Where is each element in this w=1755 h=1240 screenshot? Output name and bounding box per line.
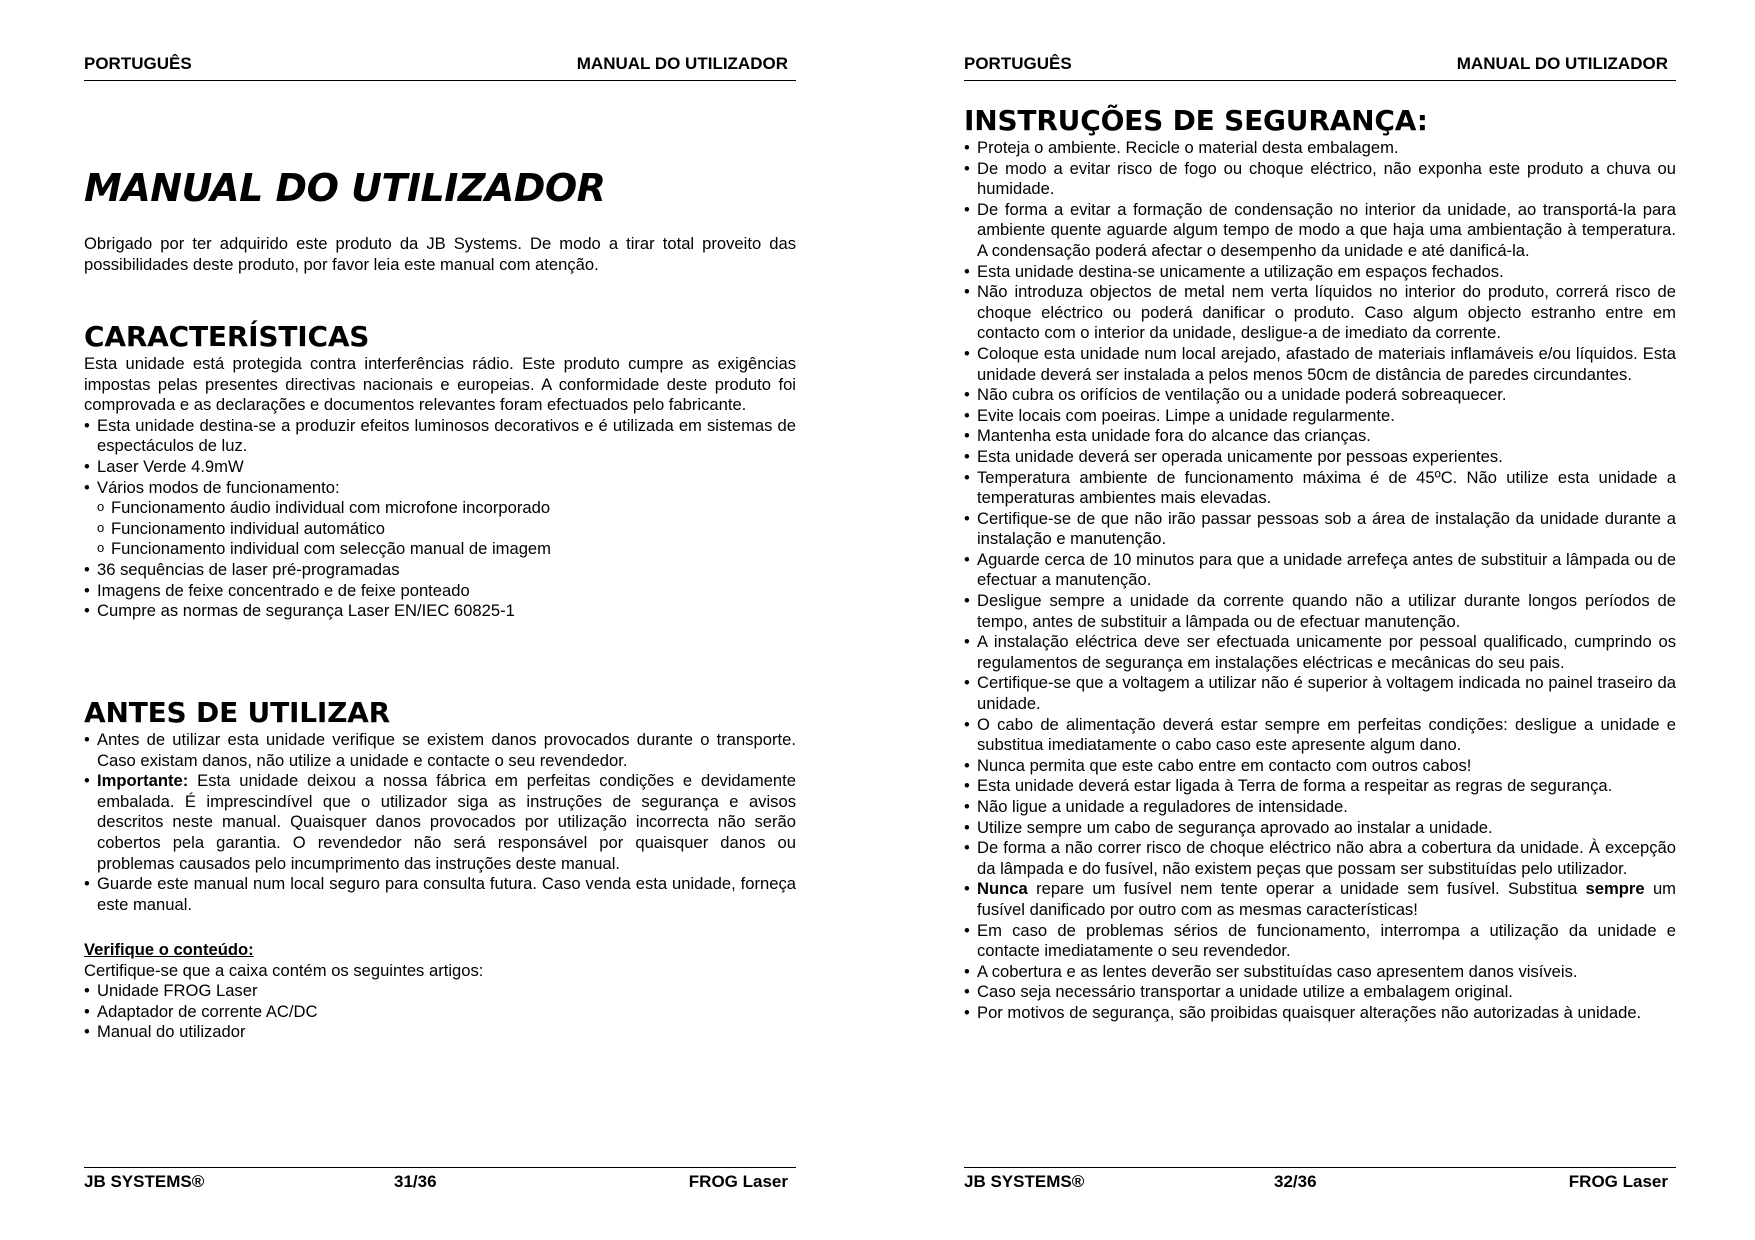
contents-heading: Verifique o conteúdo: bbox=[84, 940, 254, 959]
before-use-heading: ANTES DE UTILIZAR bbox=[84, 696, 391, 729]
features-section bbox=[84, 320, 796, 622]
list-item: • Guarde este manual num local seguro para consulta futura. Caso venda esta unidade, forneça este manual. bbox=[84, 874, 796, 915]
features-list bbox=[84, 416, 796, 622]
list-item: • Vários modos de funcionamento: bbox=[84, 478, 796, 499]
sub-list-item: o Funcionamento individual automático bbox=[84, 519, 796, 540]
fuse-text-1: repare um fusível nem tente operar a unidade sem fusível. Substitua bbox=[1027, 879, 1586, 899]
fuse-text-2: um fusível danificado por outro com as mesmas características! bbox=[977, 879, 1677, 919]
safety-list bbox=[964, 138, 1676, 1024]
list-item: • Nunca permita que este cabo entre em contacto com outros cabos! bbox=[964, 756, 1676, 777]
list-item: • 36 sequências de laser pré-programadas bbox=[84, 560, 796, 581]
list-item: • Esta unidade deverá ser operada unicamente por pessoas experientes. bbox=[964, 447, 1676, 468]
list-item: • De forma a evitar a formação de condensação no interior da unidade, ao transportá-la para ambiente quente aguarde algum tempo de modo a que haja uma ambientação à temperatura. A condensação poderá afectar o desempenho da unidade e até danificá-la. bbox=[964, 200, 1676, 262]
list-item: • De forma a não correr risco de choque eléctrico não abra a cobertura da unidade. À excepção da lâmpada e do fusível, não existem peças que possam ser substituídas pelo utilizador. bbox=[964, 838, 1676, 879]
footer-product: FROG Laser bbox=[688, 1172, 788, 1191]
before-use-section bbox=[84, 696, 796, 915]
header-language: PORTUGUÊS bbox=[84, 54, 192, 73]
list-item: • Mantenha esta unidade fora do alcance das crianças. bbox=[964, 426, 1676, 447]
list-item: • Desligue sempre a unidade da corrente quando não a utilizar durante longos períodos de tempo, antes de substituir a lâmpada ou de efectuar manutenção. bbox=[964, 591, 1676, 632]
contents-text: Certifique-se que a caixa contém os seguintes artigos: bbox=[84, 960, 484, 980]
list-item: • Adaptador de corrente AC/DC bbox=[84, 1002, 796, 1023]
list-item: • Aguarde cerca de 10 minutos para que a unidade arrefeça antes de substituir a lâmpada ou de efectuar a manutenção. bbox=[964, 550, 1676, 591]
footer-product: FROG Laser bbox=[1568, 1172, 1668, 1191]
list-item: • A cobertura e as lentes deverão ser substituídas caso apresentem danos visíveis. bbox=[964, 962, 1676, 983]
page-footer bbox=[84, 1167, 796, 1198]
page-header bbox=[964, 54, 1676, 81]
list-item: • Evite locais com poeiras. Limpe a unidade regularmente. bbox=[964, 406, 1676, 427]
safety-heading: INSTRUÇÕES DE SEGURANÇA: bbox=[964, 104, 1428, 137]
intro-paragraph: Obrigado por ter adquirido este produto da JB Systems. De modo a tirar total proveito das possibilidades deste produto, por favor leia este manual com atenção. bbox=[84, 234, 796, 274]
list-item: • Esta unidade deverá estar ligada à Terra de forma a respeitar as regras de segurança. bbox=[964, 776, 1676, 797]
footer-brand: JB SYSTEMS® bbox=[84, 1172, 205, 1191]
list-item: • Certifique-se de que não irão passar pessoas sob a área de instalação da unidade durante a instalação e manutenção. bbox=[964, 509, 1676, 550]
list-item: • Proteja o ambiente. Recicle o material desta embalagem. bbox=[964, 138, 1676, 159]
list-item: • Temperatura ambiente de funcionamento máxima é de 45ºC. Não utilize esta unidade a temperaturas ambientes mais elevadas. bbox=[964, 468, 1676, 509]
main-title: MANUAL DO UTILIZADOR bbox=[84, 166, 606, 210]
page-left bbox=[84, 0, 804, 1240]
list-item: • Antes de utilizar esta unidade verifique se existem danos provocados durante o transporte. Caso existam danos, não utilize a unidade e contacte o seu revendedor. bbox=[84, 730, 796, 771]
footer-page-number: 31/36 bbox=[394, 1172, 437, 1191]
list-item: • De modo a evitar risco de fogo ou choque eléctrico, não exponha este produto a chuva ou humidade. bbox=[964, 159, 1676, 200]
features-heading: CARACTERÍSTICAS bbox=[84, 320, 370, 353]
list-item: • Não cubra os orifícios de ventilação ou a unidade poderá sobreaquecer. bbox=[964, 385, 1676, 406]
list-item bbox=[964, 879, 1676, 920]
footer-brand: JB SYSTEMS® bbox=[964, 1172, 1085, 1191]
list-item bbox=[84, 771, 796, 874]
list-item: • Caso seja necessário transportar a unidade utilize a embalagem original. bbox=[964, 982, 1676, 1003]
important-label: Importante: bbox=[97, 771, 189, 791]
list-item: • Coloque esta unidade num local arejado, afastado de materiais inflamáveis e/ou líquidos. Esta unidade deverá ser instalada a pelos menos 50cm de distância de paredes circundantes. bbox=[964, 344, 1676, 385]
before-use-list bbox=[84, 730, 796, 915]
sub-list-item: o Funcionamento áudio individual com microfone incorporado bbox=[84, 498, 796, 519]
header-title: MANUAL DO UTILIZADOR bbox=[576, 54, 788, 73]
features-paragraph: Esta unidade está protegida contra interferências rádio. Este produto cumpre as exigências impostas pelas presentes directivas nacionais e europeias. A conformidade deste produto foi comprovada e as declarações e documentos relevantes foram efectuados pelo fabricante. bbox=[84, 354, 796, 415]
page-right bbox=[964, 0, 1684, 1240]
contents-list bbox=[84, 981, 796, 1043]
list-item: • Cumpre as normas de segurança Laser EN/IEC 60825-1 bbox=[84, 601, 796, 622]
list-item: • A instalação eléctrica deve ser efectuada unicamente por pessoal qualificado, cumprindo os regulamentos de segurança em instalações eléctricas e mecânicas do seu pais. bbox=[964, 632, 1676, 673]
list-item: • Esta unidade destina-se unicamente a utilização em espaços fechados. bbox=[964, 262, 1676, 283]
list-item: • Esta unidade destina-se a produzir efeitos luminosos decorativos e é utilizada em sistemas de espectáculos de luz. bbox=[84, 416, 796, 457]
header-title: MANUAL DO UTILIZADOR bbox=[1456, 54, 1668, 73]
important-text: Esta unidade deixou a nossa fábrica em perfeitas condições e devidamente embalada. É imprescindível que o utilizador siga as instruções de segurança e avisos descritos neste manual. Quaisquer danos provocados por utilização incorrecta não serão cobertos pela garantia. O revendedor não será responsável por quaisquer danos ou problemas causados pelo incumprimento das instruções deste manual. bbox=[97, 771, 796, 873]
page-header bbox=[84, 54, 796, 81]
intro-section bbox=[84, 234, 796, 275]
header-language: PORTUGUÊS bbox=[964, 54, 1072, 73]
list-item: • Unidade FROG Laser bbox=[84, 981, 796, 1002]
list-item: • Em caso de problemas sérios de funcionamento, interrompa a utilização da unidade e contacte imediatamente o seu revendedor. bbox=[964, 921, 1676, 962]
page-footer bbox=[964, 1167, 1676, 1198]
list-item: • Não ligue a unidade a reguladores de intensidade. bbox=[964, 797, 1676, 818]
safety-section bbox=[964, 104, 1676, 1024]
list-item: • Laser Verde 4.9mW bbox=[84, 457, 796, 478]
never-label: Nunca bbox=[977, 879, 1028, 899]
contents-section bbox=[84, 940, 796, 1043]
list-item: • Utilize sempre um cabo de segurança aprovado ao instalar a unidade. bbox=[964, 818, 1676, 839]
list-item: • O cabo de alimentação deverá estar sempre em perfeitas condições: desligue a unidade e substitua imediatamente o cabo caso este apresente algum dano. bbox=[964, 715, 1676, 756]
always-label: sempre bbox=[1585, 879, 1645, 899]
list-item: • Manual do utilizador bbox=[84, 1022, 796, 1043]
list-item: • Certifique-se que a voltagem a utilizar não é superior à voltagem indicada no painel traseiro da unidade. bbox=[964, 673, 1676, 714]
list-item: • Imagens de feixe concentrado e de feixe ponteado bbox=[84, 581, 796, 602]
list-item: • Não introduza objectos de metal nem verta líquidos no interior do produto, correrá risco de choque eléctrico ou poderá danificar o produto. Caso algum objecto estranho entre em contacto com o interior da unidade, desligue-a de imediato da corrente. bbox=[964, 282, 1676, 344]
list-item: • Por motivos de segurança, são proibidas quaisquer alterações não autorizadas à unidade. bbox=[964, 1003, 1676, 1024]
footer-page-number: 32/36 bbox=[1274, 1172, 1317, 1191]
sub-list-item: o Funcionamento individual com selecção manual de imagem bbox=[84, 539, 796, 560]
